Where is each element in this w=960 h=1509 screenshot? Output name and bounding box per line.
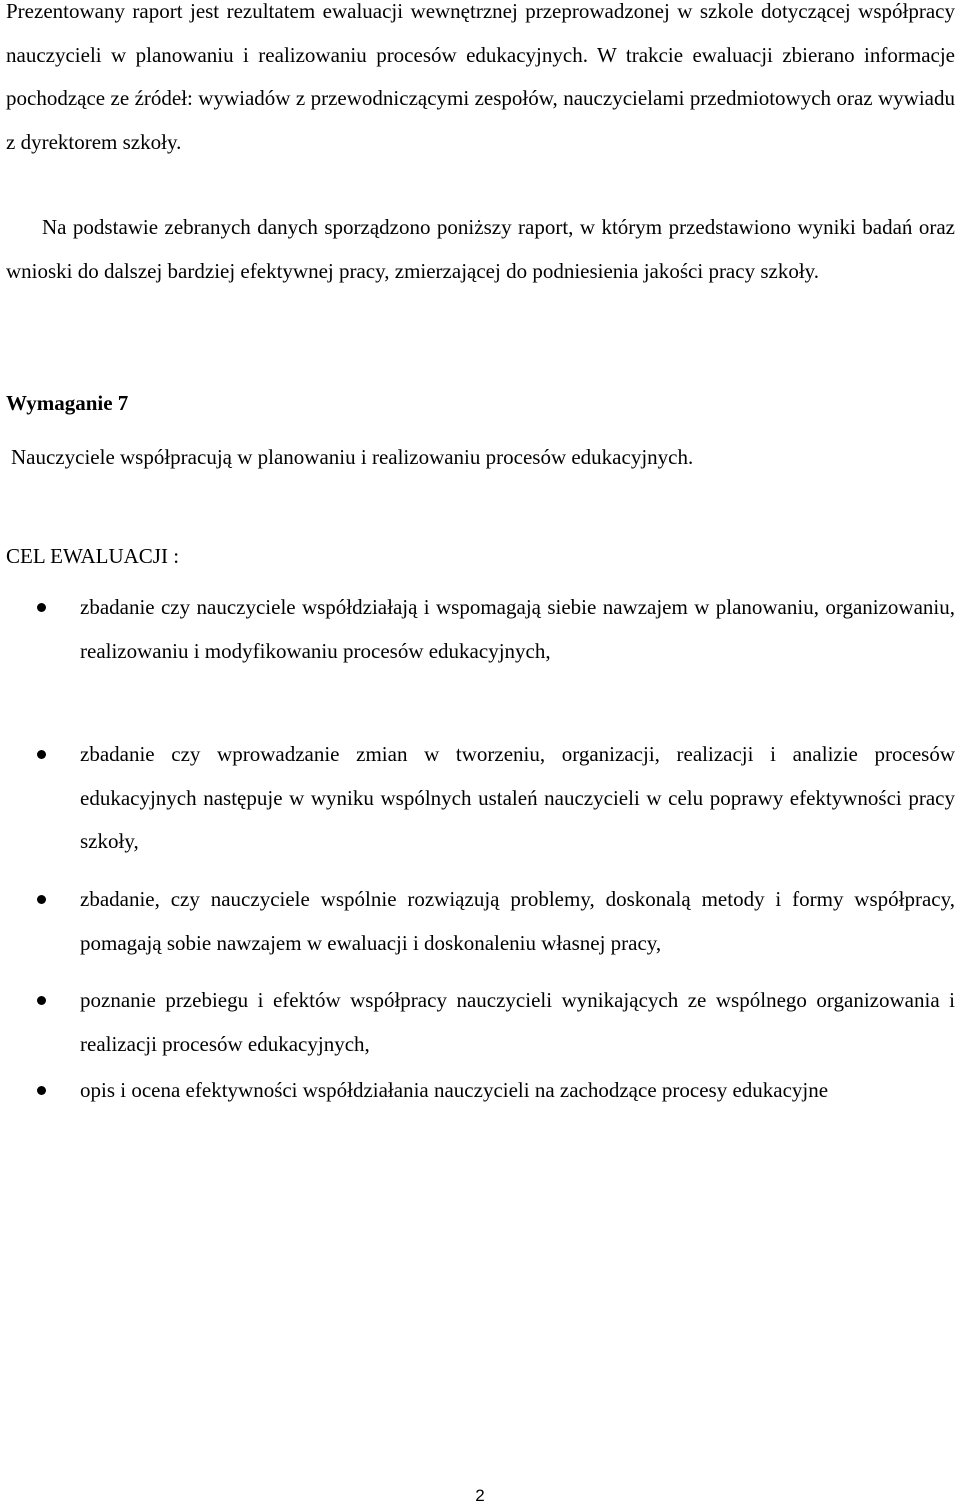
goal-text: opis i ocena efektywności współdziałania nauczycieli na zachodzące procesy edukacyjne	[80, 1078, 829, 1102]
goal-text: poznanie przebiegu i efektów współpracy nauczycieli wynikających ze wspólnego organizowania i realizacji procesów edukacyjnych,	[80, 988, 955, 1056]
intro-paragraph-1: Prezentowany raport jest rezultatem ewaluacji wewnętrznej przeprowadzonej w szkole dotyczącej współpracy nauczycieli w planowaniu i realizowaniu procesów edukacyjnych. W trakcie ewaluacji zbierano informacje pochodzące ze źródeł: wywiadów z przewodniczącymi zespołów, nauczycielami przedmiotowych oraz wywiadu z dyrektorem szkoły.	[6, 0, 955, 154]
bullet-icon	[37, 1086, 46, 1095]
goal-text: zbadanie czy nauczyciele współdziałają i wspomagają siebie nawzajem w planowaniu, organizowaniu, realizowaniu i modyfikowaniu procesów edukacyjnych,	[80, 595, 955, 663]
requirement-text: Nauczyciele współpracują w planowaniu i realizowaniu procesów edukacyjnych.	[11, 445, 694, 469]
evaluation-goal-heading: CEL EWALUACJI :	[6, 544, 180, 568]
bullet-icon	[37, 996, 46, 1005]
bullet-icon	[37, 603, 46, 612]
requirement-heading: Wymaganie 7	[6, 391, 129, 415]
goal-text: zbadanie, czy nauczyciele wspólnie rozwiązują problemy, doskonalą metody i formy współpracy, pomagają sobie nawzajem w ewaluacji i doskonaleniu własnej pracy,	[80, 887, 955, 955]
page-number: 2	[475, 1486, 485, 1505]
intro-paragraph-2: Na podstawie zebranych danych sporządzono poniższy raport, w którym przedstawiono wyniki badań oraz wnioski do dalszej bardziej efektywnej pracy, zmierzającej do podniesienia jakości pracy szkoły.	[6, 215, 955, 283]
bullet-icon	[37, 895, 46, 904]
bullet-icon	[37, 750, 46, 759]
goal-text: zbadanie czy wprowadzanie zmian w tworzeniu, organizacji, realizacji i analizie procesów edukacyjnych następuje w wyniku wspólnych ustaleń nauczycieli w celu poprawy efektywności pracy szkoły,	[80, 742, 955, 853]
